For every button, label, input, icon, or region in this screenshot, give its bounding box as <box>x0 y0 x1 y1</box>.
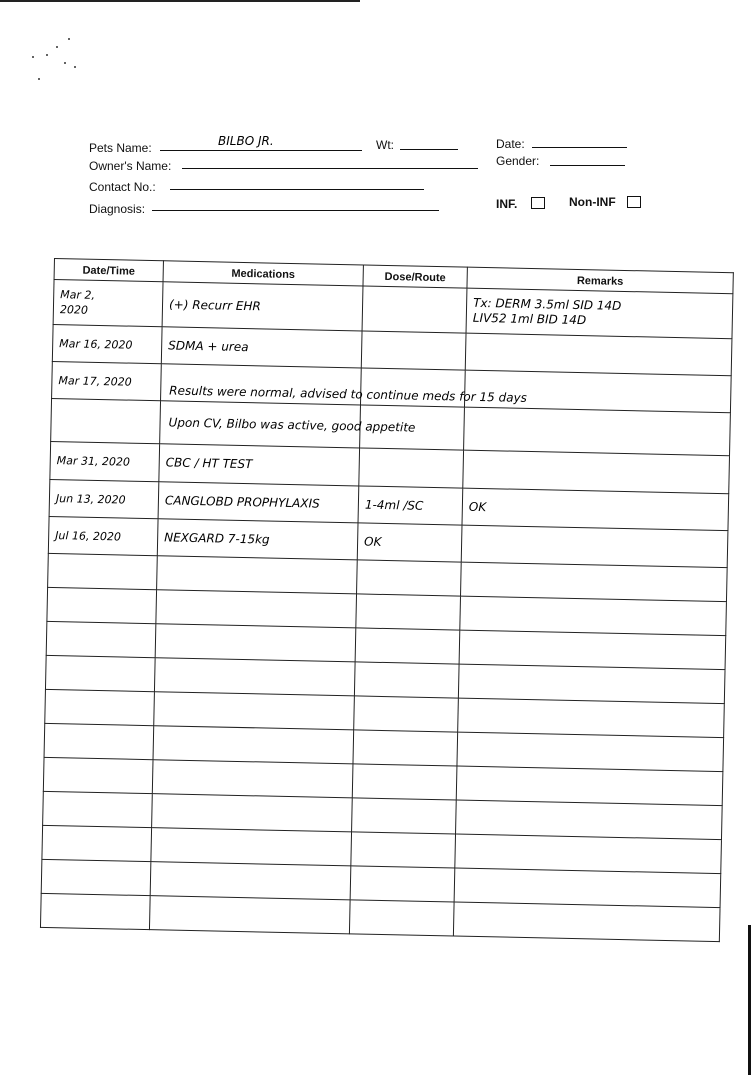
medication-cell[interactable] <box>151 828 352 866</box>
remarks-cell-text <box>470 469 723 474</box>
date-cell-text <box>53 639 149 641</box>
medication-cell-text <box>161 675 348 679</box>
remarks-cell[interactable] <box>464 407 731 456</box>
diagnosis-line <box>152 210 439 211</box>
pets-name-value[interactable]: BILBO JR. <box>218 134 274 148</box>
weight-label: Wt: <box>376 138 394 152</box>
date-cell-text: Mar 2, 2020 <box>59 288 96 317</box>
remarks-cell[interactable] <box>457 732 724 772</box>
dose-cell-text <box>369 309 460 311</box>
date-cell[interactable] <box>51 398 161 443</box>
date-cell[interactable] <box>48 516 158 555</box>
date-cell[interactable] <box>45 655 155 691</box>
medication-cell[interactable] <box>156 590 357 628</box>
remarks-cell[interactable] <box>458 664 725 704</box>
dose-cell[interactable] <box>361 331 466 370</box>
dose-cell-text <box>358 815 449 817</box>
remarks-cell[interactable] <box>458 698 725 738</box>
date-cell-text <box>49 809 145 811</box>
date-cell-text: Jun 13, 2020 <box>55 491 126 507</box>
medication-cell-text <box>157 879 344 883</box>
col-medications: Medications <box>163 261 363 286</box>
remarks-cell[interactable] <box>465 333 732 376</box>
remarks-cell[interactable] <box>462 488 729 531</box>
col-remarks: Remarks <box>467 267 733 294</box>
dose-cell[interactable] <box>362 286 467 333</box>
weight-line <box>400 149 458 150</box>
dose-cell-text <box>356 917 447 919</box>
remarks-cell[interactable] <box>466 288 733 339</box>
medication-cell[interactable] <box>157 556 358 594</box>
remarks-cell-text <box>463 783 716 788</box>
medication-cell-text <box>162 641 349 645</box>
follow-up-note[interactable]: Upon CV, Bilbo was active, good appetite <box>168 415 416 435</box>
dose-cell[interactable] <box>349 900 454 936</box>
medication-cell-text <box>160 743 347 747</box>
remarks-cell-text <box>467 613 720 618</box>
medication-cell[interactable] <box>149 896 350 934</box>
date-cell[interactable] <box>46 621 156 657</box>
medication-cell-text: CANGLOBD PROPHYLAXIS <box>164 492 320 511</box>
remarks-cell-text <box>465 681 718 686</box>
date-cell[interactable] <box>44 723 154 759</box>
date-cell[interactable] <box>47 587 157 623</box>
medication-cell[interactable] <box>153 726 354 764</box>
medication-cell[interactable] <box>159 444 360 486</box>
date-cell-text <box>50 775 146 777</box>
dose-cell[interactable] <box>357 560 462 596</box>
date-cell[interactable] <box>40 893 150 929</box>
dose-cell[interactable] <box>350 866 455 902</box>
date-cell[interactable] <box>49 479 159 518</box>
remarks-cell-text: OK <box>468 499 487 514</box>
remarks-cell[interactable] <box>460 596 727 636</box>
date-cell[interactable] <box>52 361 162 400</box>
dose-cell[interactable] <box>353 730 458 766</box>
medication-cell-text <box>159 777 346 781</box>
medication-cell[interactable] <box>162 282 363 331</box>
dose-cell-text: 1-4ml /SC <box>364 497 424 513</box>
owners-name-line <box>182 168 478 169</box>
date-cell[interactable] <box>42 825 152 861</box>
gender-line <box>550 165 625 166</box>
remarks-cell-text <box>466 647 719 652</box>
dose-cell-text <box>361 713 452 715</box>
owners-name-label: Owner's Name: <box>89 159 172 173</box>
non-inf-label: Non-INF <box>569 195 616 209</box>
dose-cell[interactable] <box>354 662 459 698</box>
remarks-cell[interactable] <box>453 902 720 942</box>
page-edge <box>0 0 360 2</box>
remarks-cell-text <box>471 429 724 434</box>
date-line <box>532 147 627 148</box>
pets-name-line <box>160 150 362 151</box>
date-cell[interactable] <box>48 553 158 589</box>
date-cell[interactable] <box>41 859 151 895</box>
date-cell-text <box>58 420 154 422</box>
dose-cell-text <box>368 350 459 352</box>
diagnosis-label: Diagnosis: <box>89 202 146 216</box>
dose-cell-text <box>362 645 453 647</box>
remarks-cell[interactable] <box>456 766 723 806</box>
remarks-cell-text <box>468 544 721 549</box>
contact-label: Contact No.: <box>89 180 156 194</box>
dose-cell-text <box>359 781 450 783</box>
gender-label: Gender: <box>496 154 540 168</box>
medication-cell[interactable] <box>152 760 353 798</box>
medication-cell[interactable] <box>150 862 351 900</box>
dose-cell-text <box>360 747 451 749</box>
contact-line <box>170 189 424 190</box>
date-cell-text <box>47 911 143 913</box>
medication-cell[interactable] <box>152 794 353 832</box>
dose-cell-text <box>357 883 448 885</box>
dose-cell[interactable] <box>356 594 461 630</box>
medication-cell-text: SDMA + urea <box>168 337 249 354</box>
medication-cell-text <box>163 573 350 577</box>
dose-cell[interactable] <box>355 628 460 664</box>
dose-cell[interactable] <box>352 764 457 800</box>
remarks-cell-text <box>460 919 713 924</box>
dose-cell[interactable] <box>358 486 463 525</box>
remarks-cell-text <box>465 715 718 720</box>
medication-cell[interactable] <box>158 482 359 523</box>
date-cell-text: Mar 17, 2020 <box>58 373 132 389</box>
date-cell-text <box>52 673 148 675</box>
date-cell-text: Jul 16, 2020 <box>55 528 122 543</box>
medication-cell-text <box>163 607 350 611</box>
col-date-time: Date/Time <box>54 259 163 282</box>
inf-checkbox[interactable] <box>531 197 545 209</box>
date-cell-text <box>52 707 148 709</box>
dose-cell-text <box>358 849 449 851</box>
date-cell-text: Mar 16, 2020 <box>59 336 133 352</box>
table-body <box>40 280 732 942</box>
dose-cell-text <box>363 611 454 613</box>
remarks-cell-text <box>461 885 714 890</box>
date-cell-text <box>51 741 147 743</box>
medication-cell-text <box>158 811 345 815</box>
date-cell[interactable] <box>43 791 153 827</box>
date-cell[interactable] <box>50 441 160 481</box>
inf-label: INF. <box>496 197 518 211</box>
remarks-cell-text <box>462 817 715 822</box>
date-label: Date: <box>496 137 525 151</box>
remarks-cell[interactable] <box>461 562 728 602</box>
dose-cell-text <box>366 467 457 469</box>
medication-cell[interactable] <box>154 692 355 730</box>
medication-cell-text <box>158 845 345 849</box>
date-cell-text: Mar 31, 2020 <box>56 454 131 469</box>
remarks-cell-text <box>467 579 720 584</box>
date-cell-text <box>54 571 150 573</box>
remarks-cell[interactable] <box>459 630 726 670</box>
date-cell-text <box>49 843 145 845</box>
non-inf-checkbox[interactable] <box>627 196 641 208</box>
medication-cell[interactable] <box>161 327 362 368</box>
date-cell[interactable] <box>45 689 155 725</box>
remarks-cell-text <box>464 749 717 754</box>
dose-cell[interactable] <box>359 448 464 488</box>
medication-cell[interactable] <box>157 519 358 560</box>
treatment-record <box>40 258 734 942</box>
remarks-cell[interactable] <box>455 834 722 874</box>
date-cell-text <box>54 605 150 607</box>
results-note[interactable]: Results were normal, advised to continue meds for 15 days <box>169 383 528 405</box>
remarks-cell[interactable] <box>454 868 721 908</box>
dose-cell[interactable] <box>352 798 457 834</box>
dose-cell[interactable] <box>351 832 456 868</box>
dose-cell-text <box>363 577 454 579</box>
remarks-cell[interactable] <box>461 525 728 568</box>
dose-cell-text <box>361 679 452 681</box>
dose-cell[interactable] <box>354 696 459 732</box>
date-cell[interactable] <box>53 280 163 327</box>
medication-cell-text <box>156 913 343 917</box>
remarks-cell-text: Tx: DERM 3.5ml SID 14D LIV52 1ml BID 14D <box>472 295 622 328</box>
date-cell[interactable] <box>52 324 162 363</box>
col-dose-route: Dose/Route <box>363 265 467 288</box>
dose-cell[interactable] <box>357 523 462 562</box>
treatment-table <box>40 258 734 942</box>
medication-cell[interactable] <box>155 624 356 662</box>
pets-name-label: Pets Name: <box>89 141 152 155</box>
date-cell[interactable] <box>43 757 153 793</box>
medication-cell-text: NEXGARD 7-15kg <box>164 529 270 547</box>
scan-specks <box>28 36 88 86</box>
remarks-cell-text <box>462 851 715 856</box>
dose-cell-text: OK <box>363 534 382 549</box>
remarks-cell[interactable] <box>463 450 730 494</box>
medication-cell-text <box>161 709 348 713</box>
medication-cell-text: (+) Recurr EHR <box>168 296 261 313</box>
date-cell-text <box>48 877 144 879</box>
remarks-cell-text <box>472 352 725 357</box>
medication-cell[interactable] <box>154 658 355 696</box>
remarks-cell[interactable] <box>456 800 723 840</box>
medication-cell-text: CBC / HT TEST <box>165 455 253 472</box>
